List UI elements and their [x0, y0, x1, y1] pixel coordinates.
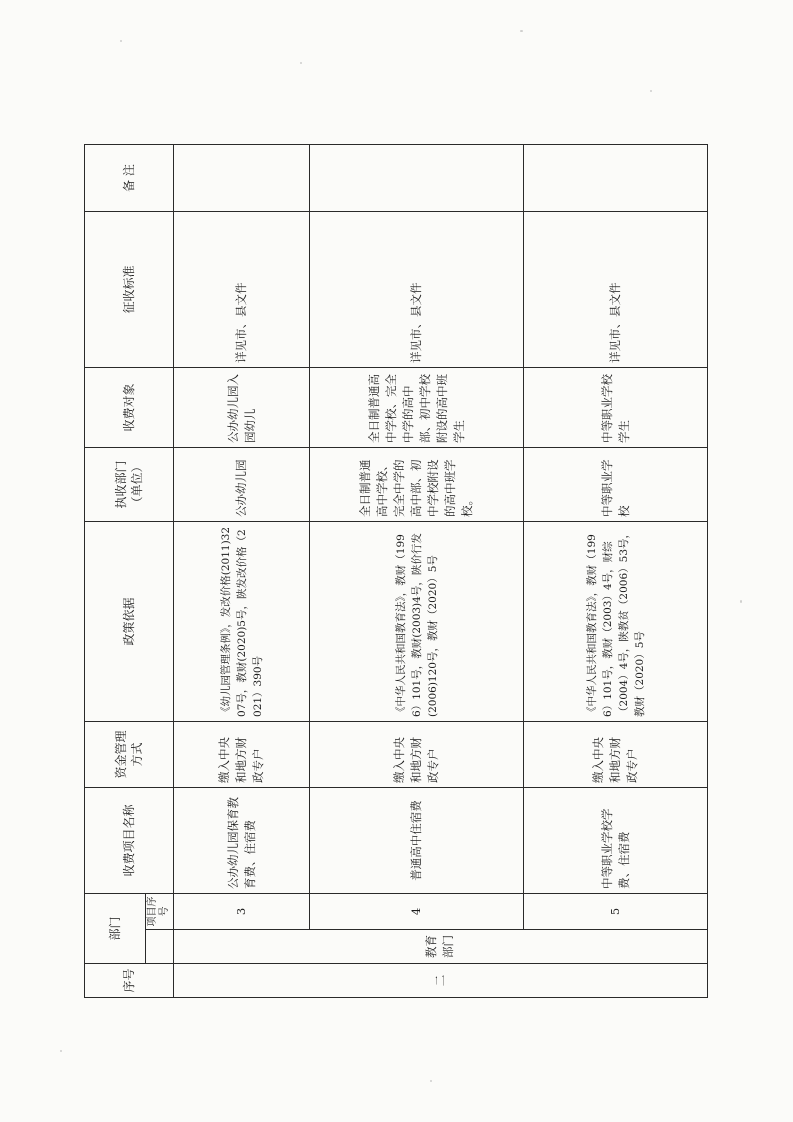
item-seq: 3 [173, 893, 310, 929]
collector: 全日制普通高中学校、完全中学的高中部、初中学校附设的高中班学校。 [310, 447, 524, 521]
standard: 详见市、县文件 [310, 211, 524, 367]
fund-mgmt: 缴入中央和地方财政专户 [524, 721, 708, 787]
item-seq: 4 [310, 893, 524, 929]
header-dept: 部门 [85, 893, 146, 963]
collector: 中等职业学校 [524, 447, 708, 521]
group-dept [146, 930, 174, 964]
header-remarks: 备 注 [85, 144, 174, 211]
header-item-seq-cell: 项目序号 [146, 893, 174, 929]
collector: 公办幼儿园 [173, 447, 310, 521]
remarks [310, 144, 524, 211]
target: 公办幼儿园入园幼儿 [173, 367, 310, 447]
header-standard: 征收标准 [85, 211, 174, 367]
header-collector: 执收部门（单位） [85, 447, 174, 521]
policy: 《中华人民共和国教育法》，教财（1996）101号，教财（2003）4号，财综（2004）4号，陕教贫（2006）53号，教财（2020）5号 [524, 521, 708, 721]
dept-cell: 教育部门 [173, 930, 707, 964]
fee-name: 中等职业学校学费、住宿费 [524, 787, 708, 893]
item-seq: 5 [524, 893, 708, 929]
table-row [524, 144, 708, 997]
fee-name: 公办幼儿园保育教育费、住宿费 [173, 787, 310, 893]
policy: 《幼儿园管理条例》，发改价格(2011)3207号，教财(2020)5号，陕发改价格（2021）390号 [173, 521, 310, 721]
target: 全日制普通高中学校、完全中学的高中部、初中学校附设的高中班学生 [310, 367, 524, 447]
rotated-table-container [84, 145, 708, 998]
table-rotation-frame [84, 145, 708, 998]
header-fund-mgmt: 资金管理方式 [85, 721, 174, 787]
scan-speck [300, 62, 302, 64]
fee-table [84, 144, 708, 998]
policy: 《中华人民共和国教育法》，教财（1996）101号，教财(2003)4号，陕价行发(2006)120号，教财（2020）5号 [310, 521, 524, 721]
scan-speck [60, 1050, 62, 1052]
scan-speck [120, 40, 122, 42]
scan-speck [520, 30, 523, 32]
remarks [524, 144, 708, 211]
fund-mgmt: 缴入中央和地方财政专户 [310, 721, 524, 787]
target: 中等职业学校学生 [524, 367, 708, 447]
group-seq: 二 [173, 964, 707, 998]
header-row [85, 144, 146, 997]
header-target: 收费对象 [85, 367, 174, 447]
remarks [173, 144, 310, 211]
standard: 详见市、县文件 [173, 211, 310, 367]
scan-speck [430, 1080, 432, 1082]
header-seq: 序号 [85, 964, 174, 998]
scan-speck [740, 600, 742, 603]
header-policy: 政策依据 [85, 521, 174, 721]
fund-mgmt: 缴入中央和地方财政专户 [173, 721, 310, 787]
standard: 详见市、县文件 [524, 211, 708, 367]
table-row [173, 144, 310, 997]
fee-name: 普通高中住宿费 [310, 787, 524, 893]
table-row [310, 144, 524, 997]
scan-speck [650, 90, 652, 92]
header-fee-name: 收费项目名称 [85, 787, 174, 893]
